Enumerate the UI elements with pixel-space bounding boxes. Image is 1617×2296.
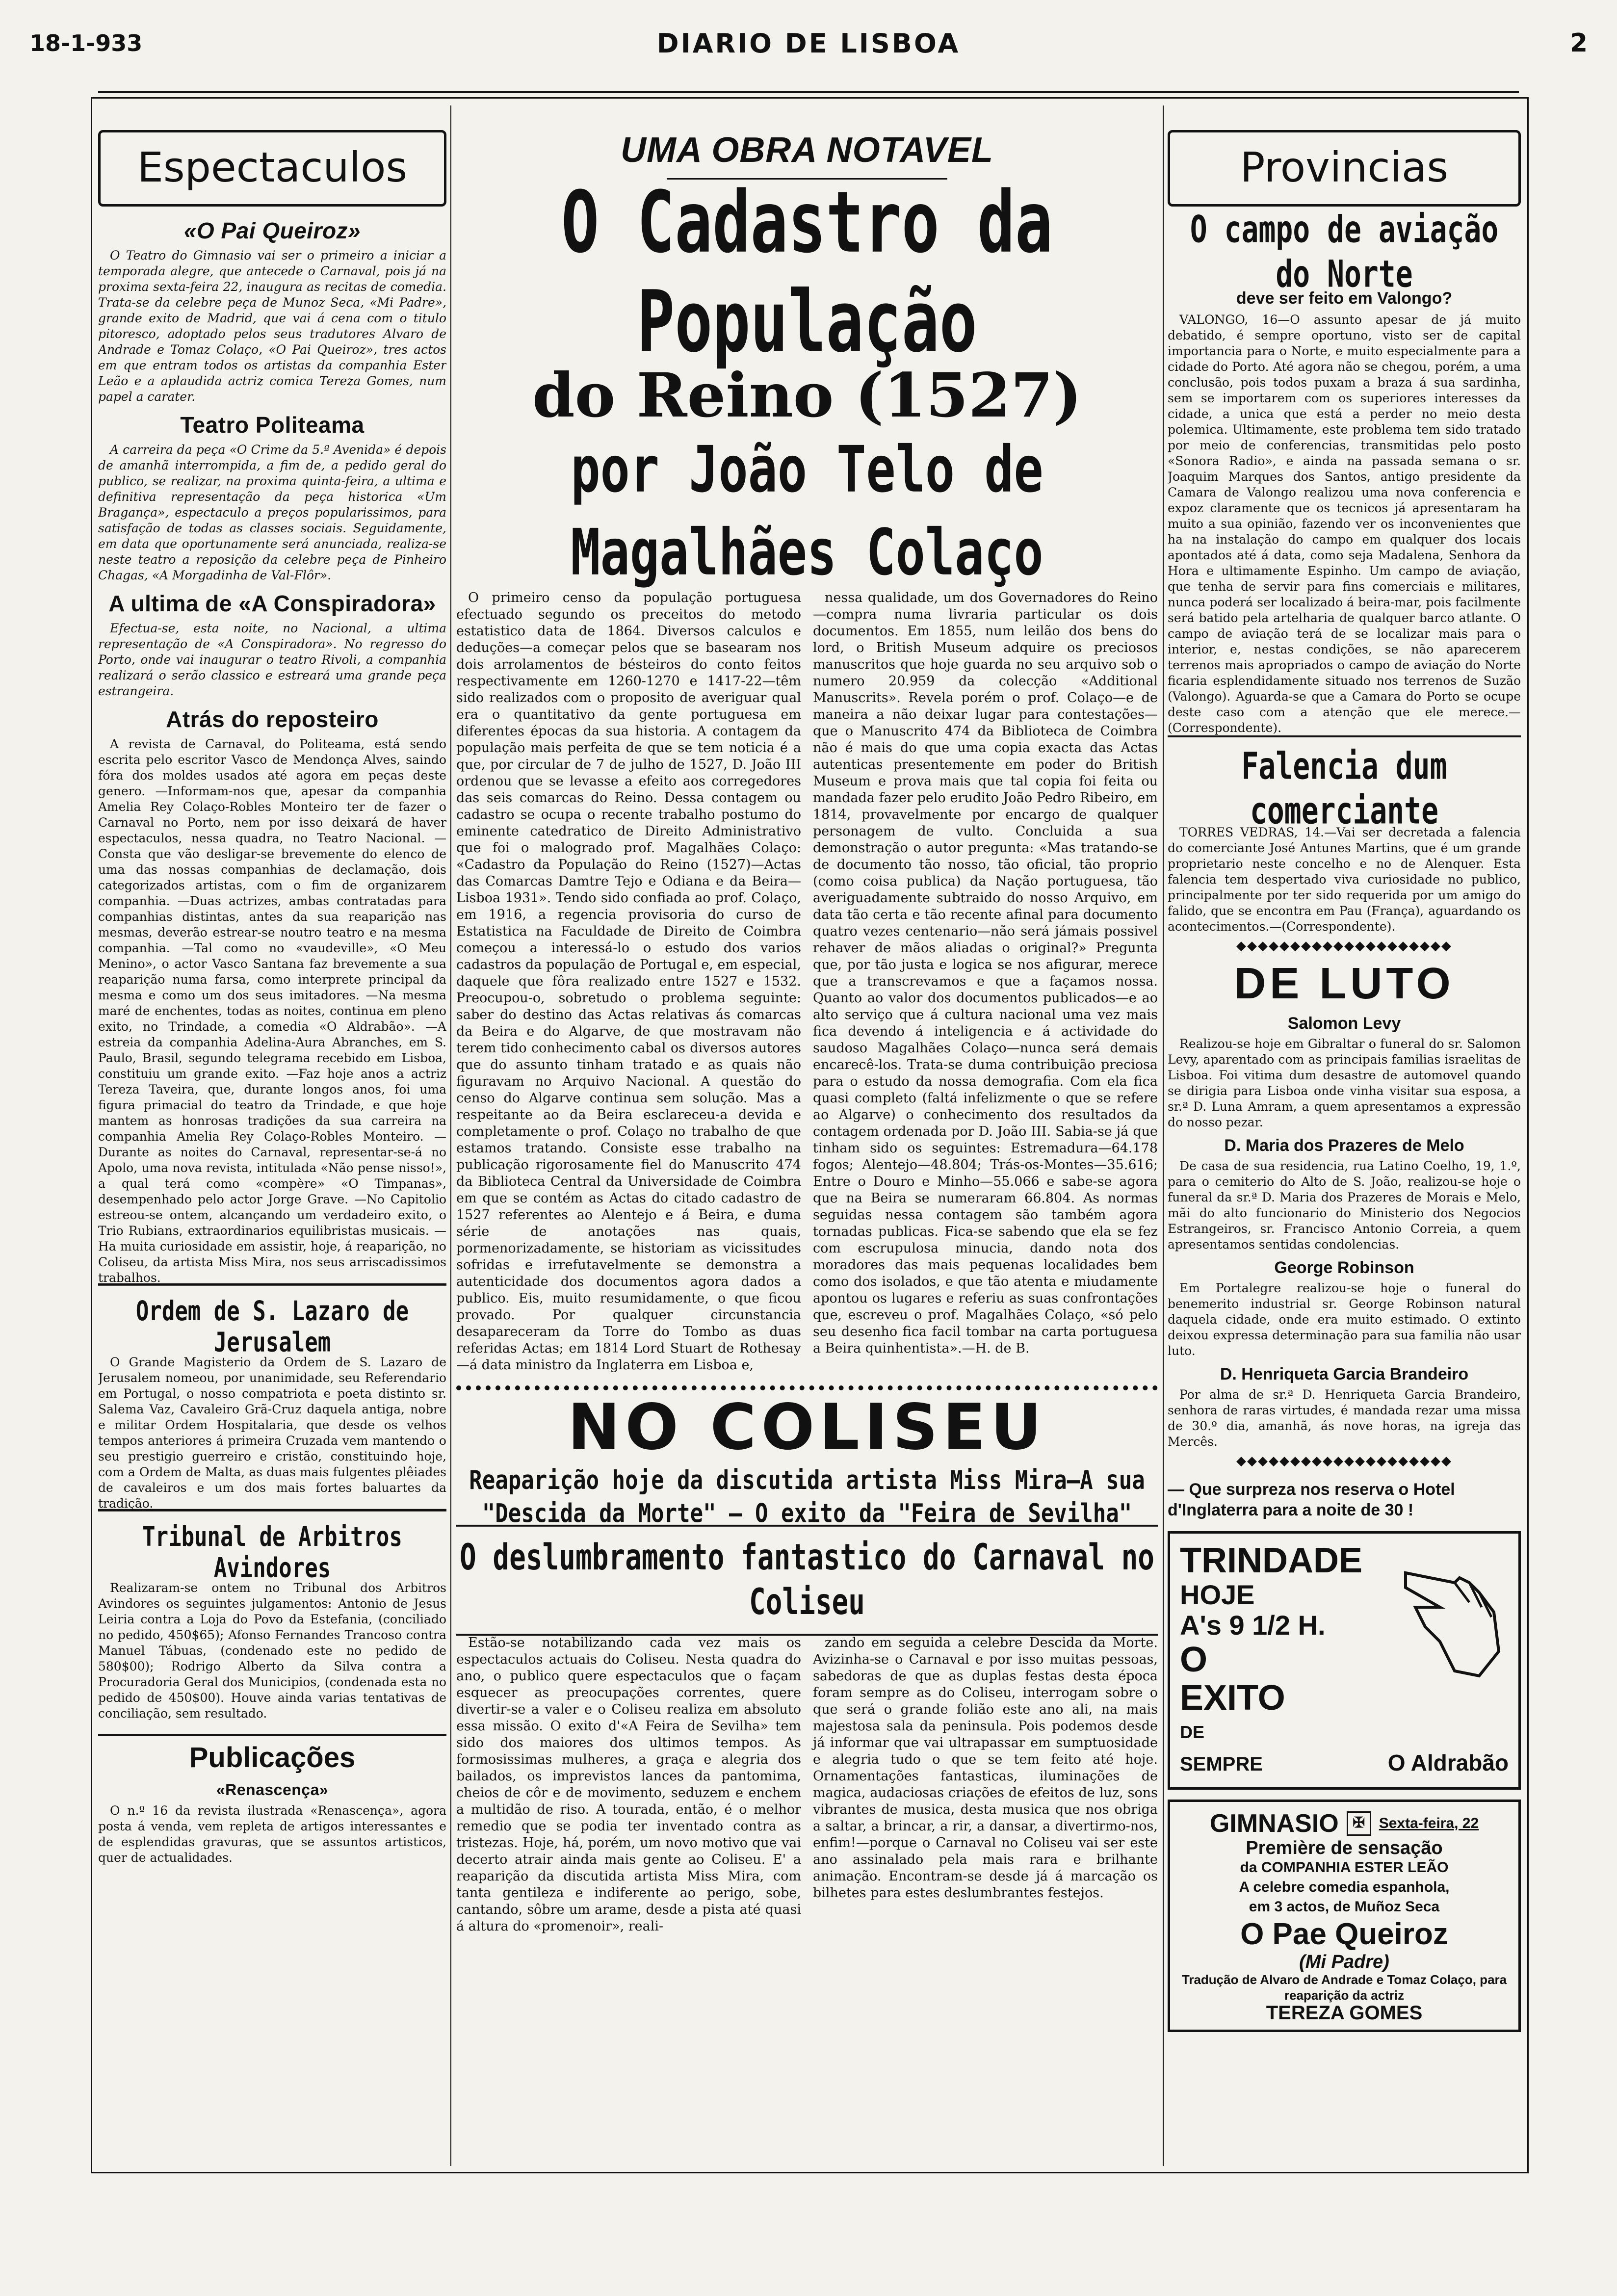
publicacoes-sub: «Renascença» — [216, 1781, 329, 1799]
obra-text-left: O primeiro censo da população portuguesa efectuado segundo os preceitos do metodo estatistico data de 1864. Diversos calculos e deduções—a começar pelos que se basearam nos dois arrolamentos de bésteiros do conto feitos respectivamente em 1260-1270 e 1417-22—têm sido realizados com o proposito de averiguar qual era o quantitativo da gente portuguesa em diferentes épocas da sua historia. A contagem da população mais perfeita de que se tem noticia é a que, por circular de 7 de julho de 1527, D. João III ordenou que se levasse a efeito aos corregedores das seis comarcas do Reino. Dessa contagem ou cadastro se ocupa o recente trabalho postumo do eminente catedratico de Direito Administrativo que foi o malogrado prof. Magalhães Colaço: «Cadastro da População do Reino (1527)—Actas das Comarcas Damtre Tejo e Odiana e da Beira—Lisboa 1931». Tendo sido confiada ao prof. Colaço, em 1916, a regencia provisoria do curso de Estatistica na Faculdade de Direito de Coimbra começou a interessá-lo o estudo dos varios cadastros da população de Portugal e, em especial, daquele que fôra realizado entre 1527 e 1532. Preocupou-o, sobretudo o problema seguinte: saber do destino das Actas relativas ás comarcas da Beira e do Algarve, de que mostravam não terem tido conhecimento cabal os diversos autores que do assunto tinham tratado e as quais não figuravam no Arquivo Nacional. A questão do censo do Algarve continua sem solução. Mas a respeitante ao da Beira esclareceu-a devida e completamente o prof. Colaço no trabalho de que estamos tratando. Consiste esse trabalho na publicação rigorosamente fiel do Manuscrito 474 da Biblioteca Central da Universidade de Coimbra em que se contém as Actas do citado cadastro de 1527 referentes ao Alentejo e á Beira, e duma série de anotações nas quais, pormenorizadamente, se historiam as vicissitudes sofridas e irrefutavelmente se demonstra a autenticidade dos documentos agora dados a publico. Eis, muito resumidamente, o que ficou provado. Por qualquer circunstancia desapareceram da Torre do Tombo as duas referidas Actas; em 1814 Lord Stuart de Rothesay—á data ministro da Inglaterra em Lisboa e, — [456, 590, 801, 1373]
article-heading: Atrás do reposteiro — [166, 706, 379, 732]
obra-title: O Cadastro da População — [561, 173, 1053, 372]
column-divider — [1163, 105, 1164, 2166]
ad-line: da COMPANHIA ESTER LEÃO — [1240, 1859, 1449, 1876]
obra-kicker: UMA OBRA NOTAVEL — [621, 130, 993, 170]
obituary-name: George Robinson — [1274, 1258, 1414, 1277]
espectaculos-title: Espectaculos — [98, 130, 446, 207]
issue-date: 18-1-933 — [29, 30, 143, 56]
ad-line: O — [1180, 1640, 1208, 1679]
provincias-title: Provincias — [1168, 130, 1521, 207]
obra-body — [456, 590, 1158, 1377]
ad-play-title: O Aldrabão — [1387, 1750, 1509, 1775]
obituary-text: Por alma de sr.ª D. Henriqueta Garcia Brandeiro, senhora de raras virtudes, é mandada rezar uma missa de 30.º dia, amanhã, ás nove horas, na igreja das Mercês. — [1168, 1387, 1521, 1449]
middle-column — [456, 105, 1158, 2166]
obituary-name: D. Maria dos Prazeres de Melo — [1224, 1136, 1464, 1155]
obituary-name: Salomon Levy — [1287, 1014, 1401, 1033]
ad-line: EXITO — [1180, 1678, 1285, 1718]
article-text: Efectua-se, esta noite, no Nacional, a ultima representação de «A Conspiradora». No regresso do Porto, onde vai inaugurar o teatro Rivoli, a companhia realizará o serão classico e estreará uma grande peça estrangeira. — [98, 621, 446, 698]
campo-heading: O campo de aviação do Norte — [1190, 208, 1499, 296]
falencia-heading: Falencia dum comerciante — [1168, 735, 1521, 833]
pointing-hand-icon — [1396, 1553, 1509, 1681]
coliseu-text-right: zando em seguida a celebre Descida da Morte. Avizinha-se o Carnaval e por isso muitas pessoas, sabedoras de que as duplas festas desta época foram sempre as do Coliseu, interrogam sobre o que será o grande folião este ano ali, na mais majestosa sala da peninsula. Pois podemos desde já informar que vai ultrapassar em sumptuosidade e alegria tudo o que se tem feito até hoje. Ornamentações fantasticas, iluminações de magica, audaciosas criações de efeitos de luz, sons vibrantes de musica, desta musica que nos obriga a saltar, a brincar, a rir, a dansar, a divertirmo-nos, enfim!—porque o Carnaval no Coliseu vai ser este ano assinalado pela mais rara e brilhante animação. Encontram-se desde já á marcação os bilhetes para estes deslumbrantes festejos. — [813, 1635, 1158, 1901]
header-rule — [98, 91, 1519, 93]
coliseu-text-left: Estão-se notabilizando cada vez mais os espectaculos actuais do Coliseu. Nesta quadra do ano, o publico quere espectaculos que o façam esquecer as preocupações correntes, quere divertir-se a valer e o Coliseu realiza em absoluto essa missão. O exito d'«A Feira de Sevilha» tem sido dos maiores dos ultimos tempos. As formosissimas mulheres, a graça e alegria dos bailados, os imprevistos lances da pantomima, cheios de côr e de movimento, seduzem e enchem a multidão de riso. A tourada, então, é o melhor remedio que se podia ter inventado contra as tristezas. Hoje, há, porém, um novo motivo que vai decerto atrair ainda mais gente ao Coliseu. E' a reaparição da discutida artista Miss Mira, com tanta gentileza e indiferente ao perigo, sobe, cantando, sôbre um arame, desde a pista até quasi á altura do «promenoir», reali- — [456, 1635, 801, 1934]
ad-theatre-name: GIMNASIO — [1209, 1809, 1339, 1838]
ordem-heading: Ordem de S. Lazaro de Jerusalem — [98, 1283, 446, 1358]
masthead: DIARIO DE LISBOA — [656, 27, 961, 59]
ordem-text: O Grande Magisterio da Ordem de S. Lazaro de Jerusalem nomeou, por unanimidade, seu Referendario em Portugal, o nosso compatriota e poeta distinto sr. Salema Vaz, Cavaleiro Grã-Cruz daquela antiga, nobre e militar Ordem Hospitalaria, que desde os velhos tempos anteriores á primeira Cruzada vem mantendo o seu prestigio guerreiro e cristão, constituindo hoje, com a Ordem de Malta, as duas mais fulgentes plêiades de cavaleiros e um dos mais fortes baluartes da tradição. — [98, 1355, 446, 1511]
article-text: A carreira da peça «O Crime da 5.ª Avenida» é depois de amanhã interrompida, a fim de, a pedido geral do publico, se realizar, na proxima quinta-feira, a ultima e definitiva representação da peça historica «Um Bragança», espectaculo a preços popularissimos, para satisfação de todas as classes sociais. Seguidamente, em data que oportunamente será anunciada, realiza-se neste teatro a reposição da celebre peça de Pinheiro Chagas, «A Morgadinha de Val-Flôr». — [98, 443, 446, 582]
ad-line: HOJE — [1180, 1579, 1255, 1610]
ad-line: SEMPRE — [1180, 1753, 1263, 1775]
ad-line: Tradução de Alvaro de Andrade e Tomaz Colaço, para reaparição da actriz — [1181, 1972, 1507, 2003]
ad-header — [1180, 1809, 1509, 1838]
tribunal-heading: Tribunal de Arbitros Avindores — [98, 1509, 446, 1584]
ad-line: DE — [1180, 1722, 1205, 1742]
coliseu-headline: O deslumbramento fantastico do Carnaval no Coliseu — [456, 1525, 1158, 1636]
ad-line: Première de sensação — [1246, 1838, 1443, 1858]
article-heading: «O Pai Queiroz» — [183, 218, 361, 243]
hotel-promo: — Que surpreza nos reserva o Hotel d'Inglaterra para a noite de 30 ! — [1168, 1480, 1455, 1519]
falencia-text: TORRES VEDRAS, 14.—Vai ser decretada a falencia do comerciante José Antunes Martins, que é um grande proprietario neste concelho e no de Alenquer. Esta falencia tem despertado viva curiosidade no publico, principalmente por ter sido requerida por um amigo do falido, que se encontra em Pau (França), aguardando os acontecimentos.—(Correspondente). — [1168, 825, 1521, 934]
obra-title-line2: do Reino (1527) — [532, 360, 1082, 431]
trindade-ad — [1168, 1531, 1521, 1790]
campo-text: VALONGO, 16—O assunto apesar de já muito debatido, é sempre oportuno, visto ser de capital importancia para o Norte, e muito especialmente para a cidade do Porto. Até agora não se chegou, porém, a uma conclusão, pois todos puxam a braza á sua sardinha, sem se importarem com os superiores interesses da cidade, a unica que está a perder no meio desta polemica. Ultimamente, este problema tem sido tratado por meio de conferencias, transmitidas pelo posto «Sonora Radio», e ainda na passada semana o sr. Joaquim Marques dos Santos, antigo presidente da Camara de Valongo realizou uma nova conferencia e expoz claramente que os tecnicos já apresentaram ha muito a sua opinião, fazendo ver os inconvenientes que ha na instalação do campo em qualquer dos locais apontados até á data, como seja Madalena, Senhora da Hora e ultimamente Espinho. Um campo de aviação, que tenha de servir para fins comerciais e militares, nunca poderá ser localizado á beira-mar, pois facilmente será batido pela artelharia de qualquer barco atlante. O campo de aviação terá de se localizar mais para o interior, e, nestas condições, se não aparecerem terrenos mais apropriados o campo de aviação do Norte ficaria esplendidamente situado nos terrenos de Suzão (Valongo). Aguarda-se que a Camara do Porto se ocupe deste caso com a atenção que ele merece.—(Correspondente). — [1168, 313, 1521, 735]
column-divider — [450, 105, 451, 2166]
luto-title: DE LUTO — [1234, 959, 1455, 1008]
emblem-icon: ✠ — [1347, 1811, 1371, 1836]
obra-text-right: nessa qualidade, um dos Governadores do Reino—compra numa livraria particular os dois documentos. Em 1855, num leilão dos bens do lord, o British Museum adquire os preciosos manuscritos que hoje guarda no seu arquivo sob o numero 20.959 da colecção «Additional Manuscrits». Revela porém o prof. Colaço—e de maneira a não deixar lugar para contestações—que o Manuscrito 474 da Biblioteca de Coimbra não é mais do que uma copia exacta das Actas autenticas presentemente em poder do British Museum e prova mais que tal copia foi feita ou mandada fazer pelo erudito João Pedro Ribeiro, em 1814, provavelmente por encargo de qualquer personagem de vulto. Concluida a sua demonstração o autor pregunta: «Mas tratando-se de documento tão nosso, tão oficial, tão proprio (como coisa publica) da Nação portuguesa, tão averiguadamente subtraido do nosso Arquivo, em data tão certa e tão recente afinal para documento quatro vezes centenario—não será jámais possivel rehaver de mãos aliadas o original?» Pregunta que, por tão justa e logica se nos afigurar, merece que a transcrevamos e que a façamos nossa. Quanto ao valor dos documentos publicados—e ao alto serviço que á cultura nacional uma vez mais fica devendo á inteligencia e á actividade do saudoso Magalhães Colaço—nunca será demais encarecê-los. Trata-se duma contribuição preciosa para o estudo da nossa demografia. Com ela fica quasi completo (faltá infelizmente o que se refere ao Algarve) o conhecimento dos resultados da contagem ordenada por D. João III. Sabia-se já que tinham sido os seguintes: Estremadura—64.178 fogos; Alentejo—48.804; Trás-os-Montes—35.616; Entre o Douro e Minho—55.066 e sabe-se agora que na Beira se numeraram 66.804. As normas seguidas nessa contagem são também agora tornadas publicas. Fica-se sabendo que ela se fez com escrupulosa minucia, dando nota dos moradores das mais pequenas localidades bem como dos isolados, e que tão atenta e miudamente apontou os lugares e referiu as suas confrontações que, escreveu o prof. Magalhães Colaço, «só pelo seu desenho fica facil tombar na carta portuguesa a Beira quinhentista».—H. de B. — [813, 590, 1158, 1356]
article-heading: A ultima de «A Conspiradora» — [108, 591, 436, 616]
ad-theatre-name: TRINDADE — [1180, 1541, 1362, 1580]
tribunal-text: Realizaram-se ontem no Tribunal dos Arbitros Avindores os seguintes julgamentos: Antonio de Jesus Leiria contra a Loja do Povo da Estefania, (conciliado no pedido, 450$65); Afonso Fernandes Trancoso contra Manuel Tábuas, (condenado este no pedido de 580$00); Rodrigo Alberto da Silva contra a Procuradoria Geral dos Municipios, (condenada esta no pedido de 450$00). Houve ainda varias tentativas de conciliação, sem resultado. — [98, 1581, 446, 1721]
publicacoes-text: O n.º 16 da revista ilustrada «Renascença», agora posta á venda, vem repleta de artigos interessantes e de esplendidas gravuras, que se assuntos artisticos, quer de actualidades. — [98, 1803, 446, 1865]
ornament-divider: ◆◆◆◆◆◆◆◆◆◆◆◆◆◆◆◆◆◆◆◆ — [1236, 1454, 1452, 1468]
page-header — [29, 14, 1588, 73]
ad-date: Sexta-feira, 22 — [1379, 1815, 1479, 1831]
obituary-name: D. Henriqueta Garcia Brandeiro — [1220, 1365, 1469, 1383]
coliseu-title: NO COLISEU — [568, 1391, 1046, 1464]
gimnasio-ad — [1168, 1800, 1521, 2032]
page-number: 2 — [1569, 28, 1588, 58]
ad-line: A's 9 1/2 H. — [1180, 1610, 1326, 1641]
ad-line: em 3 actos, de Muñoz Seca — [1249, 1899, 1440, 1915]
ad-actress: TEREZA GOMES — [1266, 2002, 1423, 2024]
left-column — [98, 105, 446, 2166]
ornament-divider: ◆◆◆◆◆◆◆◆◆◆◆◆◆◆◆◆◆◆◆◆ — [1236, 939, 1452, 953]
publicacoes-heading: Publicações — [98, 1734, 446, 1774]
article-text: O Teatro do Gimnasio vai ser o primeiro a iniciar a temporada alegre, que antecede o Carnaval, pois já na proxima sexta-feira 22, inaugura as recitas de comedia. Trata-se da celebre peça de Munoz Seca, «Mi Padre», grande exito de Madrid, que vai á cena com o titulo pitoresco, adoptado pelos seus tradutores Alvaro de Andrade e Tomaz Colaço, «O Pai Queiroz», tres actos em que entram todos os artistas da companhia Ester Leão e a aplaudida actriz comica Tereza Gomes, num papel a carater. — [98, 248, 446, 404]
article-heading: Teatro Politeama — [180, 412, 365, 438]
coliseu-body — [456, 1635, 1158, 1938]
campo-subheading: deve ser feito em Valongo? — [1236, 289, 1453, 308]
coliseu-subtitle: Reaparição hoje da discutida artista Miss Mira—A sua "Descida da Morte" — O exito da "Feira de Sevilha" — [469, 1465, 1145, 1529]
ad-line: (Mi Padre) — [1299, 1952, 1389, 1972]
obituary-text: Realizou-se hoje em Gibraltar o funeral do sr. Salomon Levy, aparentado com as principais familias israelitas de Lisboa. Foi vitima dum desastre de automovel quando se dirigia para Lisboa onde vinha visitar sua esposa, a sr.ª D. Luna Amram, a quem apresentamos a expressão do nosso pezar. — [1168, 1037, 1521, 1129]
obra-author: por João Telo de Magalhães Colaço — [571, 432, 1043, 590]
article-text: A revista de Carnaval, do Politeama, está sendo escrita pelo escritor Vasco de Mendonça Alves, saindo fóra dos moldes usados até agora em peças deste genero. —Informam-nos que, apesar da companhia Amelia Rey Colaço-Robles Monteiro ter de fazer o Carnaval no Porto, nem por isso deixará de haver espectaculos, nessa quadra, no Teatro Nacional. —Consta que vão desligar-se brevemente do elenco de uma das nossas companhias de declamação, dois categorizados artistas, com o fim de organizarem companhia. —Duas actrizes, ambas contratadas para companhias distintas, antes da sua reaparição nas mesmas, deverão estrear-se noutro teatro e na mesma companhia. —Tal como no «vaudeville», «O Meu Menino», o actor Vasco Santana faz brevemente a sua reaparição numa farsa, como interprete principal da mesma e como um dos seus imitadores. —Na mesma maré de enchentes, todas as noites, continua em pleno exito, no Trindade, a comedia «O Aldrabão». —A estreia da companhia Adelina-Aura Abranches, em S. Paulo, Brasil, segundo telegrama recebido em Lisboa, constituiu um grande exito. —Faz hoje anos a actriz Tereza Taveira, que, durante longos anos, foi uma figura primacial do teatro da Trindade, e que hoje mantem as honrosas tradições da sua carreira na companhia Amelia Rey Colaço-Robles Monteiro. —Durante as noites do Carnaval, representar-se-á no Apolo, uma nova revista, intitulada «Não pense nisso!», a qual terá como «compère» «O Timpanas», desempenhado pelo actor Jorge Grave. —No Capitolio estreou-se ontem, alcançando um verdadeiro exito, o Trio Rubians, extraordinarios equilibristas musicais. —Ha muita curiosidade em assistir, hoje, á reaparição, no Coliseu, da artista Miss Mira, nos seus arriscadissimos trabalhos. — [98, 737, 446, 1285]
obituary-text: Em Portalegre realizou-se hoje o funeral do benemerito industrial sr. George Robinson natural daquela cidade, onde era muito estimado. O extinto deixou expressa determinação para sua familia não usar luto. — [1168, 1281, 1521, 1358]
ad-line: A celebre comedia espanhola, — [1239, 1879, 1450, 1895]
section-rule — [456, 1385, 1158, 1390]
right-column — [1168, 105, 1521, 2166]
ad-play-title: O Pae Queiroz — [1240, 1917, 1448, 1951]
obituary-text: De casa de sua residencia, rua Latino Coelho, 19, 1.º, para o cemiterio do Alto de S. João, realizou-se hoje o funeral da sr.ª D. Maria dos Prazeres de Morais e Melo, mãi do alto funcionario do Ministerio dos Negocios Estrangeiros, sr. Francisco Antonio Correia, a quem apresentamos sentidas condolencias. — [1168, 1159, 1521, 1252]
